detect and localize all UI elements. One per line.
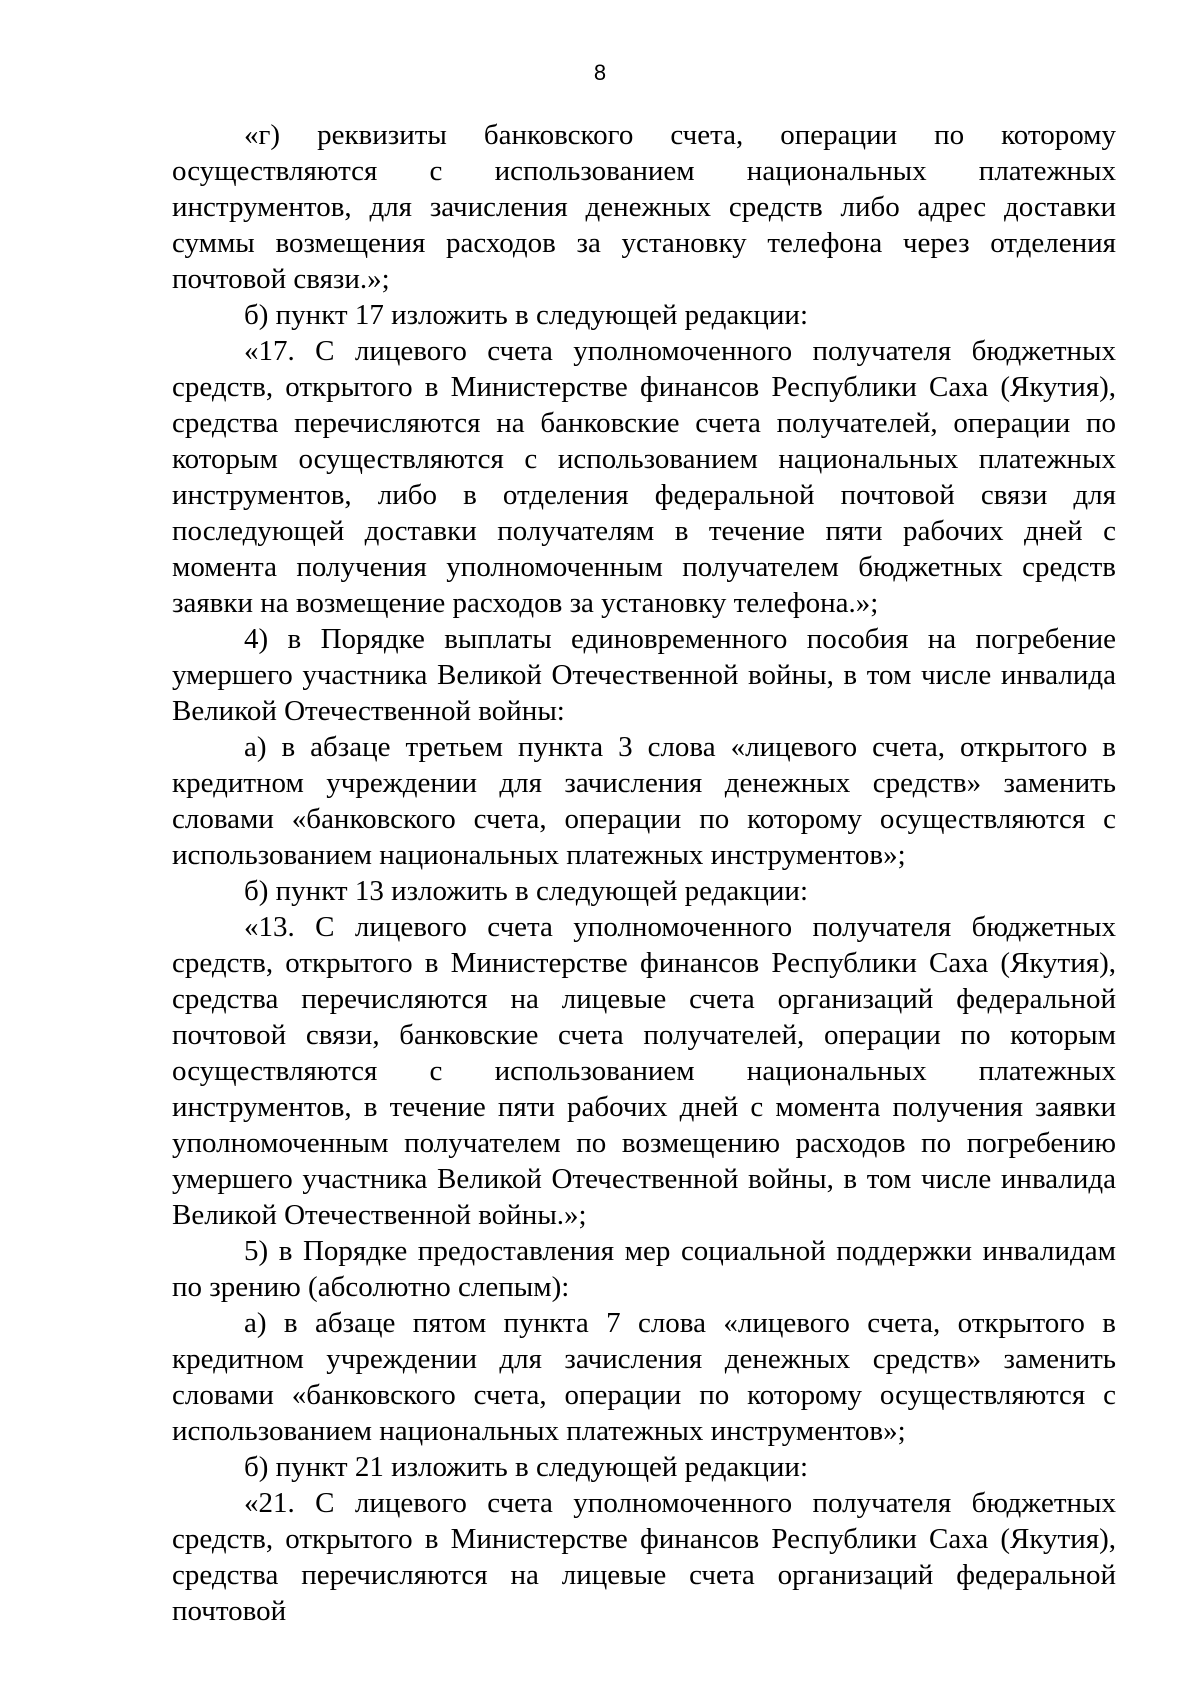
paragraph-point-21-text: «21. С лицевого счета уполномоченного получателя бюджетных средств, открытого в Министерстве финансов Республики Саха (Якутия), средства перечисляются на лицевые счета организаций федеральной почтовой	[172, 1487, 1116, 1627]
paragraph-point-17-intro: б) пункт 17 изложить в следующей редакции:	[244, 299, 808, 331]
page-number: 8	[593, 60, 607, 85]
paragraph-point-17-text: «17. С лицевого счета уполномоченного получателя бюджетных средств, открытого в Министерстве финансов Республики Саха (Якутия), средства перечисляются на банковские счета получателей, операции по которым осуществляются с использованием национальных платежных инструментов, либо в отделения федеральной почтовой связи для последующей доставки получателям в течение пяти рабочих дней с момента получения уполномоченным получателем бюджетных средств заявки на возмещение расходов за установку телефона.»;	[172, 335, 1116, 619]
paragraph-item-g-bank-details: «г) реквизиты банковского счета, операции по которому осуществляются с использованием национальных платежных инструментов, для зачисления денежных средств либо адрес доставки суммы возмещения расходов за установку телефона через отделения почтовой связи.»;	[172, 119, 1116, 295]
paragraph-section-5-heading: 5) в Порядке предоставления мер социальной поддержки инвалидам по зрению (абсолютно слепым):	[172, 1235, 1116, 1303]
paragraph-section-4-heading: 4) в Порядке выплаты единовременного пособия на погребение умершего участника Великой Отечественной войны, в том числе инвалида Великой Отечественной войны:	[172, 623, 1116, 727]
paragraph-point-13-intro: б) пункт 13 изложить в следующей редакции:	[244, 875, 808, 907]
paragraph-point-21-intro: б) пункт 21 изложить в следующей редакции:	[244, 1451, 808, 1483]
paragraph-section-4-a: а) в абзаце третьем пункта 3 слова «лицевого счета, открытого в кредитном учреждении для зачисления денежных средств» заменить словами «банковского счета, операции по которому осуществляются с использованием национальных платежных инструментов»;	[172, 731, 1116, 871]
paragraph-point-13-text: «13. С лицевого счета уполномоченного получателя бюджетных средств, открытого в Министерстве финансов Республики Саха (Якутия), средства перечисляются на лицевые счета организаций федеральной почтовой связи, банковские счета получателей, операции по которым осуществляются с использованием национальных платежных инструментов, в течение пяти рабочих дней с момента получения заявки уполномоченным получателем по возмещению расходов по погребению умершего участника Великой Отечественной войны, в том числе инвалида Великой Отечественной войны.»;	[172, 911, 1116, 1231]
document-body	[172, 117, 1116, 1629]
paragraph-section-5-a: а) в абзаце пятом пункта 7 слова «лицевого счета, открытого в кредитном учреждении для зачисления денежных средств» заменить словами «банковского счета, операции по которому осуществляются с использованием национальных платежных инструментов»;	[172, 1307, 1116, 1447]
